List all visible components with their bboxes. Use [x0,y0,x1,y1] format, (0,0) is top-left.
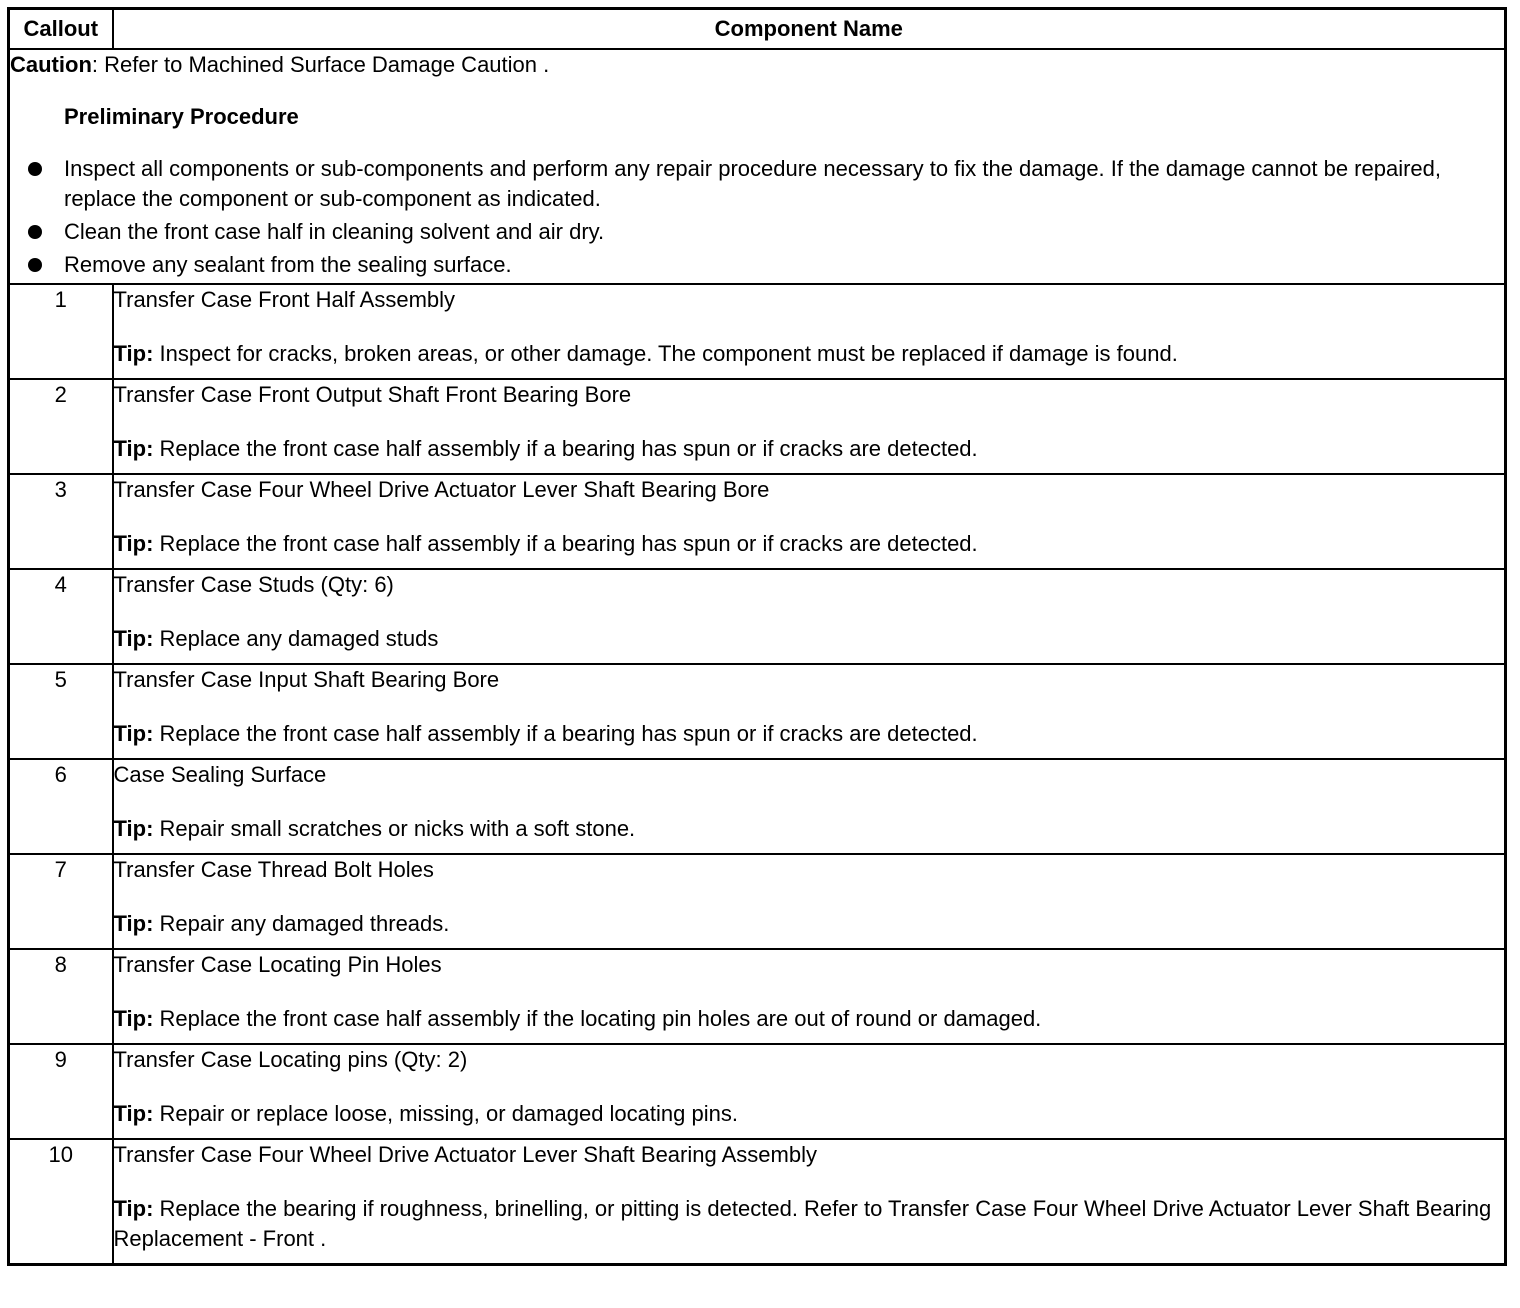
tip-text: Inspect for cracks, broken areas, or other damage. The component must be replaced if damage is found. [159,341,1178,366]
callout-number: 2 [9,379,113,474]
callout-number: 10 [9,1139,113,1265]
component-tip [114,339,1505,369]
callout-number: 1 [9,284,113,379]
component-tip [114,814,1505,844]
table-row [9,854,1506,949]
tip-text: Replace the front case half assembly if a bearing has spun or if cracks are detected. [159,721,978,746]
component-tip [114,1004,1505,1034]
component-name: Transfer Case Four Wheel Drive Actuator Lever Shaft Bearing Assembly [113,1142,817,1167]
callout-column-header: Callout [9,9,113,50]
component-cell [113,569,1506,664]
tip-label: Tip: [113,626,154,651]
tip-label: Tip: [113,721,154,746]
tip-label: Tip: [113,1196,154,1221]
tip-text: Repair or replace loose, missing, or damaged locating pins. [159,1101,738,1126]
component-cell [113,1044,1506,1139]
preliminary-step-text: Remove any sealant from the sealing surface. [64,252,512,277]
component-name: Transfer Case Front Half Assembly [113,287,456,312]
component-tip [114,434,1505,464]
component-name: Transfer Case Studs (Qty: 6) [113,572,394,597]
callout-number: 3 [9,474,113,569]
component-tip [114,1099,1505,1129]
tip-label: Tip: [113,436,154,461]
callout-number: 5 [9,664,113,759]
preliminary-step-text: Inspect all components or sub-components and perform any repair procedure necessary to fix the damage. If the damage cannot be repaired, replace the component or sub-component as indicated. [64,156,1442,211]
component-name: Case Sealing Surface [113,762,327,787]
component-tip [114,719,1505,749]
table-row [9,759,1506,854]
component-tip [114,909,1505,939]
intro-row [9,49,1506,284]
callout-number: 6 [9,759,113,854]
component-name: Transfer Case Locating Pin Holes [113,952,442,977]
bullet-icon [28,225,42,239]
component-cell [113,949,1506,1044]
caution-note [10,50,1504,80]
component-cell [113,854,1506,949]
tip-label: Tip: [113,1006,154,1031]
component-name: Transfer Case Locating pins (Qty: 2) [113,1047,468,1072]
preliminary-step-text: Clean the front case half in cleaning solvent and air dry. [64,219,605,244]
tip-text: Replace any damaged studs [159,626,439,651]
component-cell [113,284,1506,379]
table-row [9,474,1506,569]
tip-text: Repair small scratches or nicks with a soft stone. [159,816,636,841]
table-row [9,1044,1506,1139]
preliminary-step [10,154,1504,214]
component-cell [113,379,1506,474]
component-cell [113,664,1506,759]
preliminary-steps-list [10,154,1504,280]
component-cell [113,759,1506,854]
tip-text: Repair any damaged threads. [159,911,450,936]
tip-label: Tip: [113,341,154,366]
table-row [9,284,1506,379]
table-row [9,379,1506,474]
tip-text: Replace the front case half assembly if a bearing has spun or if cracks are detected. [159,436,978,461]
callout-number: 9 [9,1044,113,1139]
callout-number: 8 [9,949,113,1044]
intro-cell [9,49,1506,284]
component-tip [114,529,1505,559]
tip-text: Replace the bearing if roughness, brinelling, or pitting is detected. Refer to Transfer Case Four Wheel Drive Actuator Lever Shaft Bearing Replacement - Front . [113,1196,1492,1251]
bullet-icon [28,258,42,272]
tip-label: Tip: [113,911,154,936]
caution-label: Caution [10,52,92,77]
component-tip [114,1194,1505,1254]
preliminary-procedure-title: Preliminary Procedure [64,104,299,129]
component-name: Transfer Case Four Wheel Drive Actuator Lever Shaft Bearing Bore [113,477,770,502]
tip-label: Tip: [113,1101,154,1126]
callout-number: 7 [9,854,113,949]
table-row [9,949,1506,1044]
component-cell [113,474,1506,569]
tip-text: Replace the front case half assembly if a bearing has spun or if cracks are detected. [159,531,978,556]
preliminary-step [10,217,1504,247]
tip-label: Tip: [113,531,154,556]
tip-label: Tip: [113,816,154,841]
table-row [9,664,1506,759]
component-name: Transfer Case Thread Bolt Holes [113,857,434,882]
table-row [9,569,1506,664]
bullet-icon [28,162,42,176]
component-table [7,7,1507,1266]
caution-text: : Refer to Machined Surface Damage Caution . [91,52,550,77]
callout-number: 4 [9,569,113,664]
preliminary-step [10,250,1504,280]
table-row [9,1139,1506,1265]
table-header-row [9,9,1506,50]
tip-text: Replace the front case half assembly if the locating pin holes are out of round or damaged. [159,1006,1042,1031]
component-tip [114,624,1505,654]
component-name: Transfer Case Input Shaft Bearing Bore [113,667,500,692]
component-name-column-header: Component Name [113,9,1506,50]
component-cell [113,1139,1506,1265]
component-name: Transfer Case Front Output Shaft Front Bearing Bore [113,382,632,407]
